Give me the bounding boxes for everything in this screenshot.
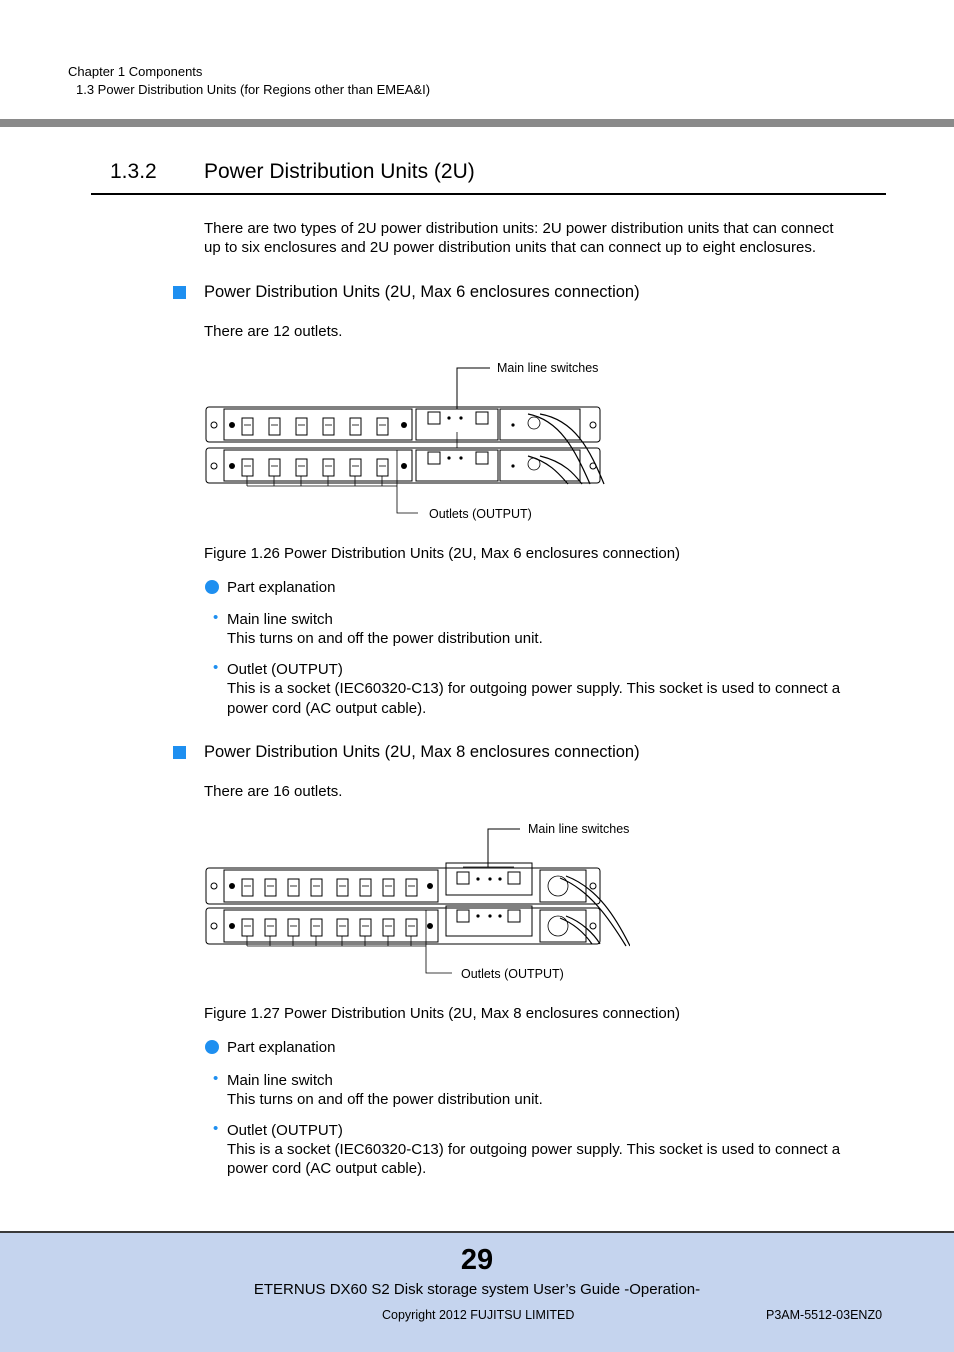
label-outlets: Outlets (OUTPUT): [461, 967, 564, 981]
section-title: Power Distribution Units (2U): [204, 160, 475, 183]
bullet-dot-icon: •: [213, 1120, 219, 1137]
pdu-6-diagram: [200, 355, 620, 525]
item-description: This turns on and off the power distribution unit.: [227, 630, 543, 647]
item-description: This is a socket (IEC60320-C13) for outgoing power supply. This socket is used to connect a: [227, 680, 841, 697]
section-rule: [91, 193, 886, 195]
blue-square-icon: [173, 286, 186, 299]
item-description: This is a socket (IEC60320-C13) for outgoing power supply. This socket is used to connect a: [227, 1141, 841, 1158]
item-description: This turns on and off the power distribution unit.: [227, 1091, 543, 1108]
label-outlets: Outlets (OUTPUT): [429, 507, 532, 521]
document-code: P3AM-5512-03ENZ0: [766, 1308, 883, 1322]
intro-line-2: up to six enclosures and 2U power distribution units that can connect up to eight enclosures.: [204, 239, 817, 256]
subsection-heading-8: Power Distribution Units (2U, Max 8 enclosures connection): [204, 743, 640, 761]
page-number: 29: [460, 1244, 494, 1276]
copyright: Copyright 2012 FUJITSU LIMITED: [382, 1308, 575, 1322]
item-term: Main line switch: [227, 611, 333, 628]
bullet-dot-icon: •: [213, 659, 219, 676]
outlets-count-text: There are 16 outlets.: [204, 783, 343, 800]
running-header-section: 1.3 Power Distribution Units (for Regions other than EMEA&I): [76, 82, 431, 97]
blue-square-icon: [173, 746, 186, 759]
item-description-cont: power cord (AC output cable).: [227, 1160, 427, 1177]
document-title: ETERNUS DX60 S2 Disk storage system User’s Guide -Operation-: [253, 1281, 701, 1298]
bullet-dot-icon: •: [213, 609, 219, 626]
intro-line-1: There are two types of 2U power distribution units: 2U power distribution units that can connect: [204, 220, 834, 237]
blue-circle-icon: [205, 580, 219, 594]
part-explanation-label: Part explanation: [227, 579, 336, 596]
label-main-line-switches: Main line switches: [528, 822, 630, 836]
label-main-line-switches: Main line switches: [497, 361, 599, 375]
item-term: Outlet (OUTPUT): [227, 1122, 343, 1139]
pdu-8-diagram: [200, 815, 630, 985]
bullet-dot-icon: •: [213, 1070, 219, 1087]
running-header-chapter: Chapter 1 Components: [68, 64, 203, 79]
section-number: 1.3.2: [110, 160, 157, 183]
outlets-count-text: There are 12 outlets.: [204, 323, 343, 340]
part-explanation-label: Part explanation: [227, 1039, 336, 1056]
figure-caption-1-26: Figure 1.26 Power Distribution Units (2U, Max 6 enclosures connection): [204, 545, 681, 562]
item-description-cont: power cord (AC output cable).: [227, 700, 427, 717]
item-term: Main line switch: [227, 1072, 333, 1089]
item-term: Outlet (OUTPUT): [227, 661, 343, 678]
figure-caption-1-27: Figure 1.27 Power Distribution Units (2U, Max 8 enclosures connection): [204, 1005, 681, 1022]
header-divider-bar: [0, 119, 954, 127]
subsection-heading-6: Power Distribution Units (2U, Max 6 enclosures connection): [204, 283, 640, 301]
blue-circle-icon: [205, 1040, 219, 1054]
